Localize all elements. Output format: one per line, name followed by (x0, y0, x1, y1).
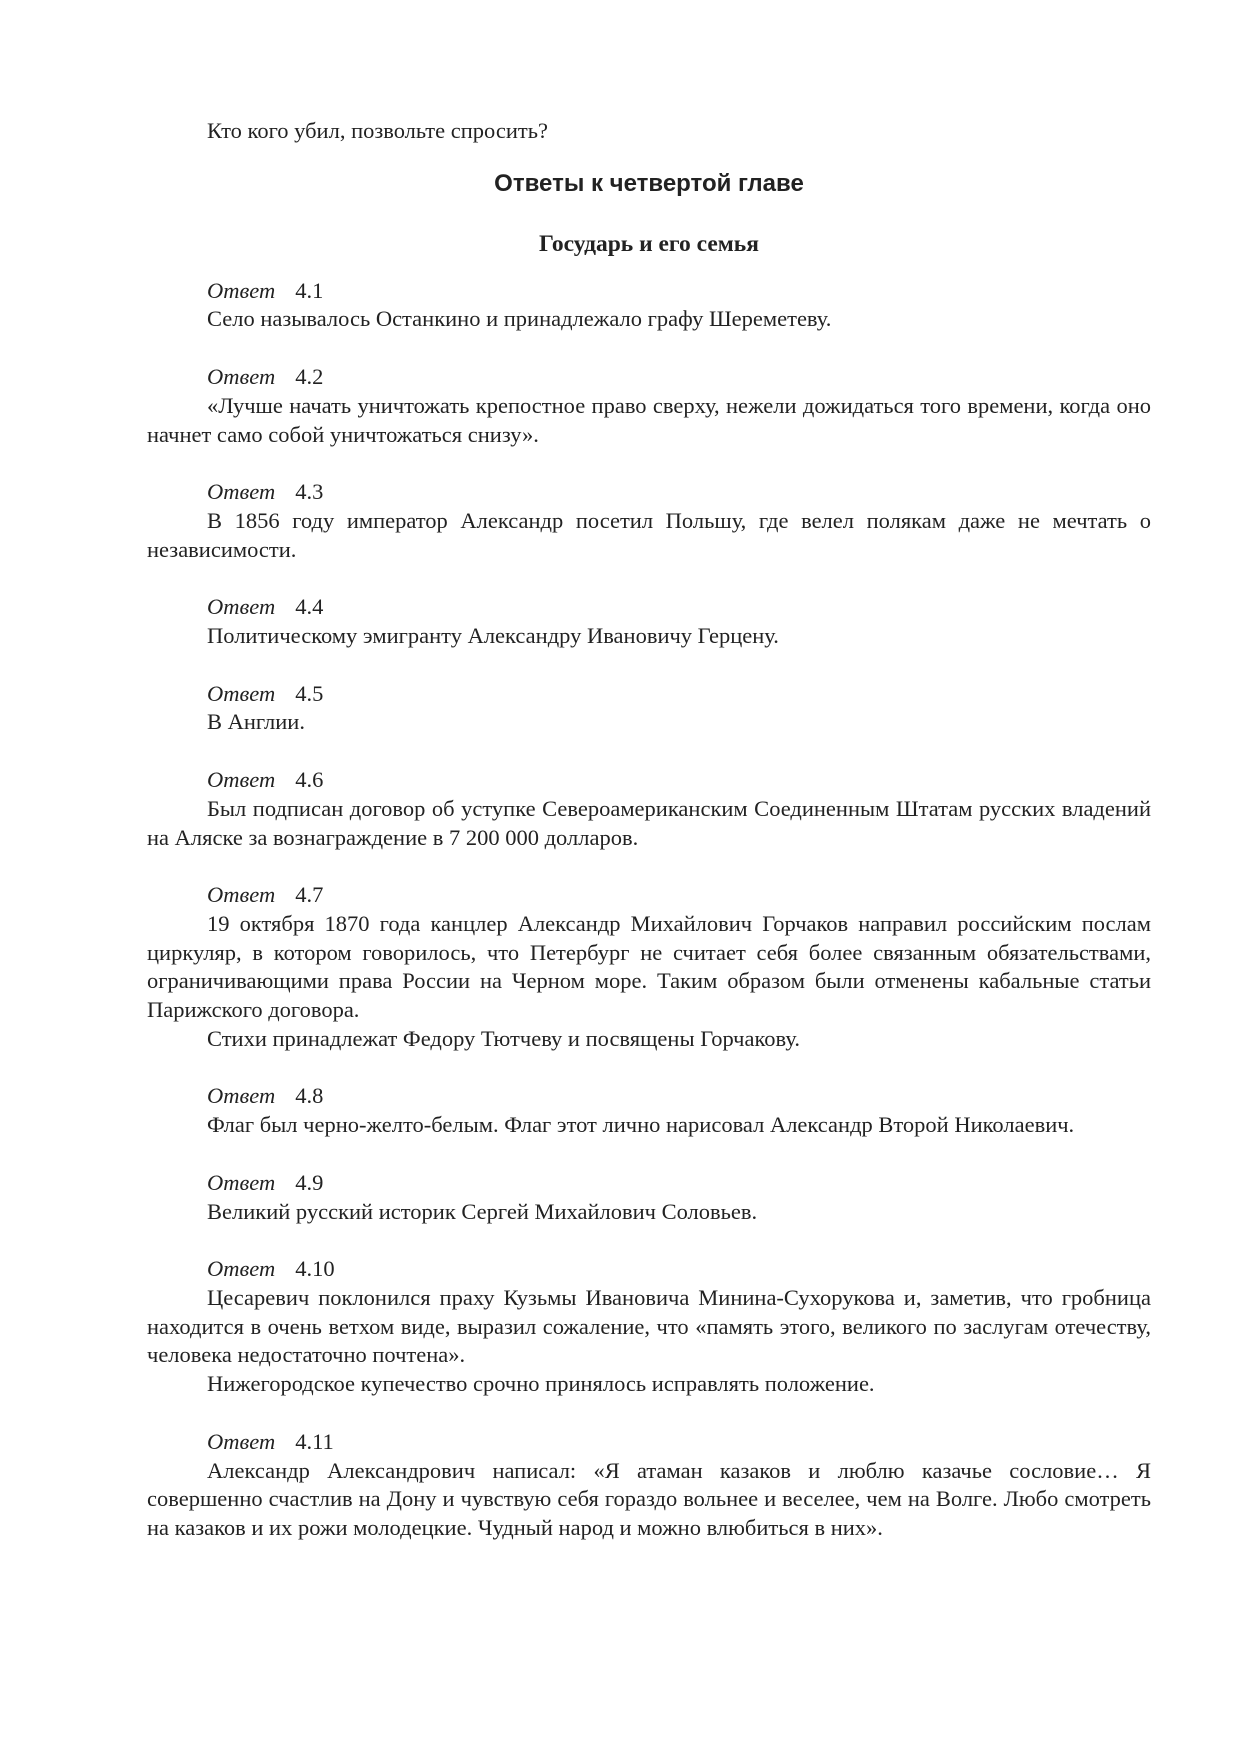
answer-text: Цесаревич поклонился праху Кузьмы Ивановича Минина-Сухорукова и, заметив, что гробница находится в очень ветхом виде, выразил сожаление, что «память этого, великого по заслугам отечеству, человека недостаточно почтена». (147, 1284, 1151, 1368)
answer-block (147, 277, 1151, 334)
answer-text: Нижегородское купечество срочно принялось исправлять положение. (207, 1371, 875, 1397)
answer-label: Ответ (207, 1083, 276, 1109)
answer-text: Был подписан договор об уступке Североамериканским Соединенным Штатам русских владений на Аляске за вознаграждение в 7 200 000 долларов. (147, 795, 1151, 850)
answer-block (147, 680, 1151, 737)
answer-label: Ответ (207, 882, 276, 908)
chapter-title: Ответы к четвертой главе (494, 169, 804, 197)
answer-block (147, 593, 1151, 650)
answer-block (147, 363, 1151, 449)
answer-label: Ответ (207, 680, 276, 706)
answer-text: Стихи принадлежат Федору Тютчеву и посвящены Горчакову. (207, 1025, 800, 1051)
answer-number: 4.1 (295, 277, 324, 303)
answer-heading (147, 593, 1151, 622)
answer-heading (147, 363, 1151, 392)
section-title: Государь и его семья (539, 230, 759, 257)
answer-number: 4.4 (295, 594, 324, 620)
answer-text: Александр Александрович написал: «Я атаман казаков и люблю казачье сословие… Я совершенно счастлив на Дону и чувствую себя гораздо вольнее и веселее, чем на Волге. Любо смотреть на казаков и их рожи молодецкие. Чудный народ и можно влюбиться в них». (147, 1457, 1151, 1540)
answer-number: 4.9 (295, 1169, 324, 1195)
answer-block (147, 1082, 1151, 1139)
answer-block (147, 1169, 1151, 1226)
answer-text: В Англии. (207, 709, 305, 735)
intro-line: Кто кого убил, позвольте спросить? (207, 118, 548, 143)
answer-text: «Лучше начать уничтожать крепостное право сверху, нежели дожидаться того времени, когда оно начнет само собой уничтожаться снизу». (147, 392, 1151, 447)
answer-number: 4.6 (295, 767, 324, 793)
answer-text: 19 октября 1870 года канцлер Александр Михайлович Горчаков направил российским послам циркуляр, в котором говорилось, что Петербург не считает себя более связанным обязательствами, ограничивающими права России на Черном море. Таким образом были отменены кабальные статьи Парижского договора. (147, 910, 1151, 1023)
answer-label: Ответ (207, 364, 276, 390)
answer-number: 4.8 (295, 1083, 324, 1109)
answer-heading (147, 277, 1151, 306)
answer-number: 4.5 (295, 680, 324, 706)
answer-number: 4.2 (295, 364, 324, 390)
answer-text: Великий русский историк Сергей Михайлович Соловьев. (207, 1198, 758, 1224)
answer-heading (147, 881, 1151, 910)
answer-label: Ответ (207, 277, 276, 303)
answer-label: Ответ (207, 767, 276, 793)
answer-heading (147, 1169, 1151, 1198)
answer-heading (147, 1082, 1151, 1111)
answer-number: 4.10 (295, 1256, 335, 1282)
answer-text: Село называлось Останкино и принадлежало графу Шереметеву. (207, 306, 832, 332)
answer-number: 4.3 (295, 479, 324, 505)
answer-heading (147, 1428, 1151, 1457)
answer-block (147, 1428, 1151, 1543)
answer-label: Ответ (207, 594, 276, 620)
answer-heading (147, 680, 1151, 709)
answer-block (147, 881, 1151, 1053)
answers-list (147, 277, 1151, 1543)
answer-label: Ответ (207, 1169, 276, 1195)
answer-label: Ответ (207, 479, 276, 505)
answer-heading (147, 1255, 1151, 1284)
answer-heading (147, 766, 1151, 795)
answer-label: Ответ (207, 1428, 276, 1454)
answer-number: 4.11 (295, 1428, 334, 1454)
answer-text: Флаг был черно-желто-белым. Флаг этот лично нарисовал Александр Второй Николаевич. (207, 1112, 1075, 1138)
answer-block (147, 478, 1151, 564)
answer-label: Ответ (207, 1256, 276, 1282)
answer-block (147, 1255, 1151, 1399)
answer-heading (147, 478, 1151, 507)
page-content (147, 117, 1151, 1572)
answer-block (147, 766, 1151, 852)
answer-text: Политическому эмигранту Александру Ивановичу Герцену. (207, 623, 779, 649)
answer-text: В 1856 году император Александр посетил Польшу, где велел полякам даже не мечтать о независимости. (147, 507, 1151, 562)
answer-number: 4.7 (295, 882, 324, 908)
